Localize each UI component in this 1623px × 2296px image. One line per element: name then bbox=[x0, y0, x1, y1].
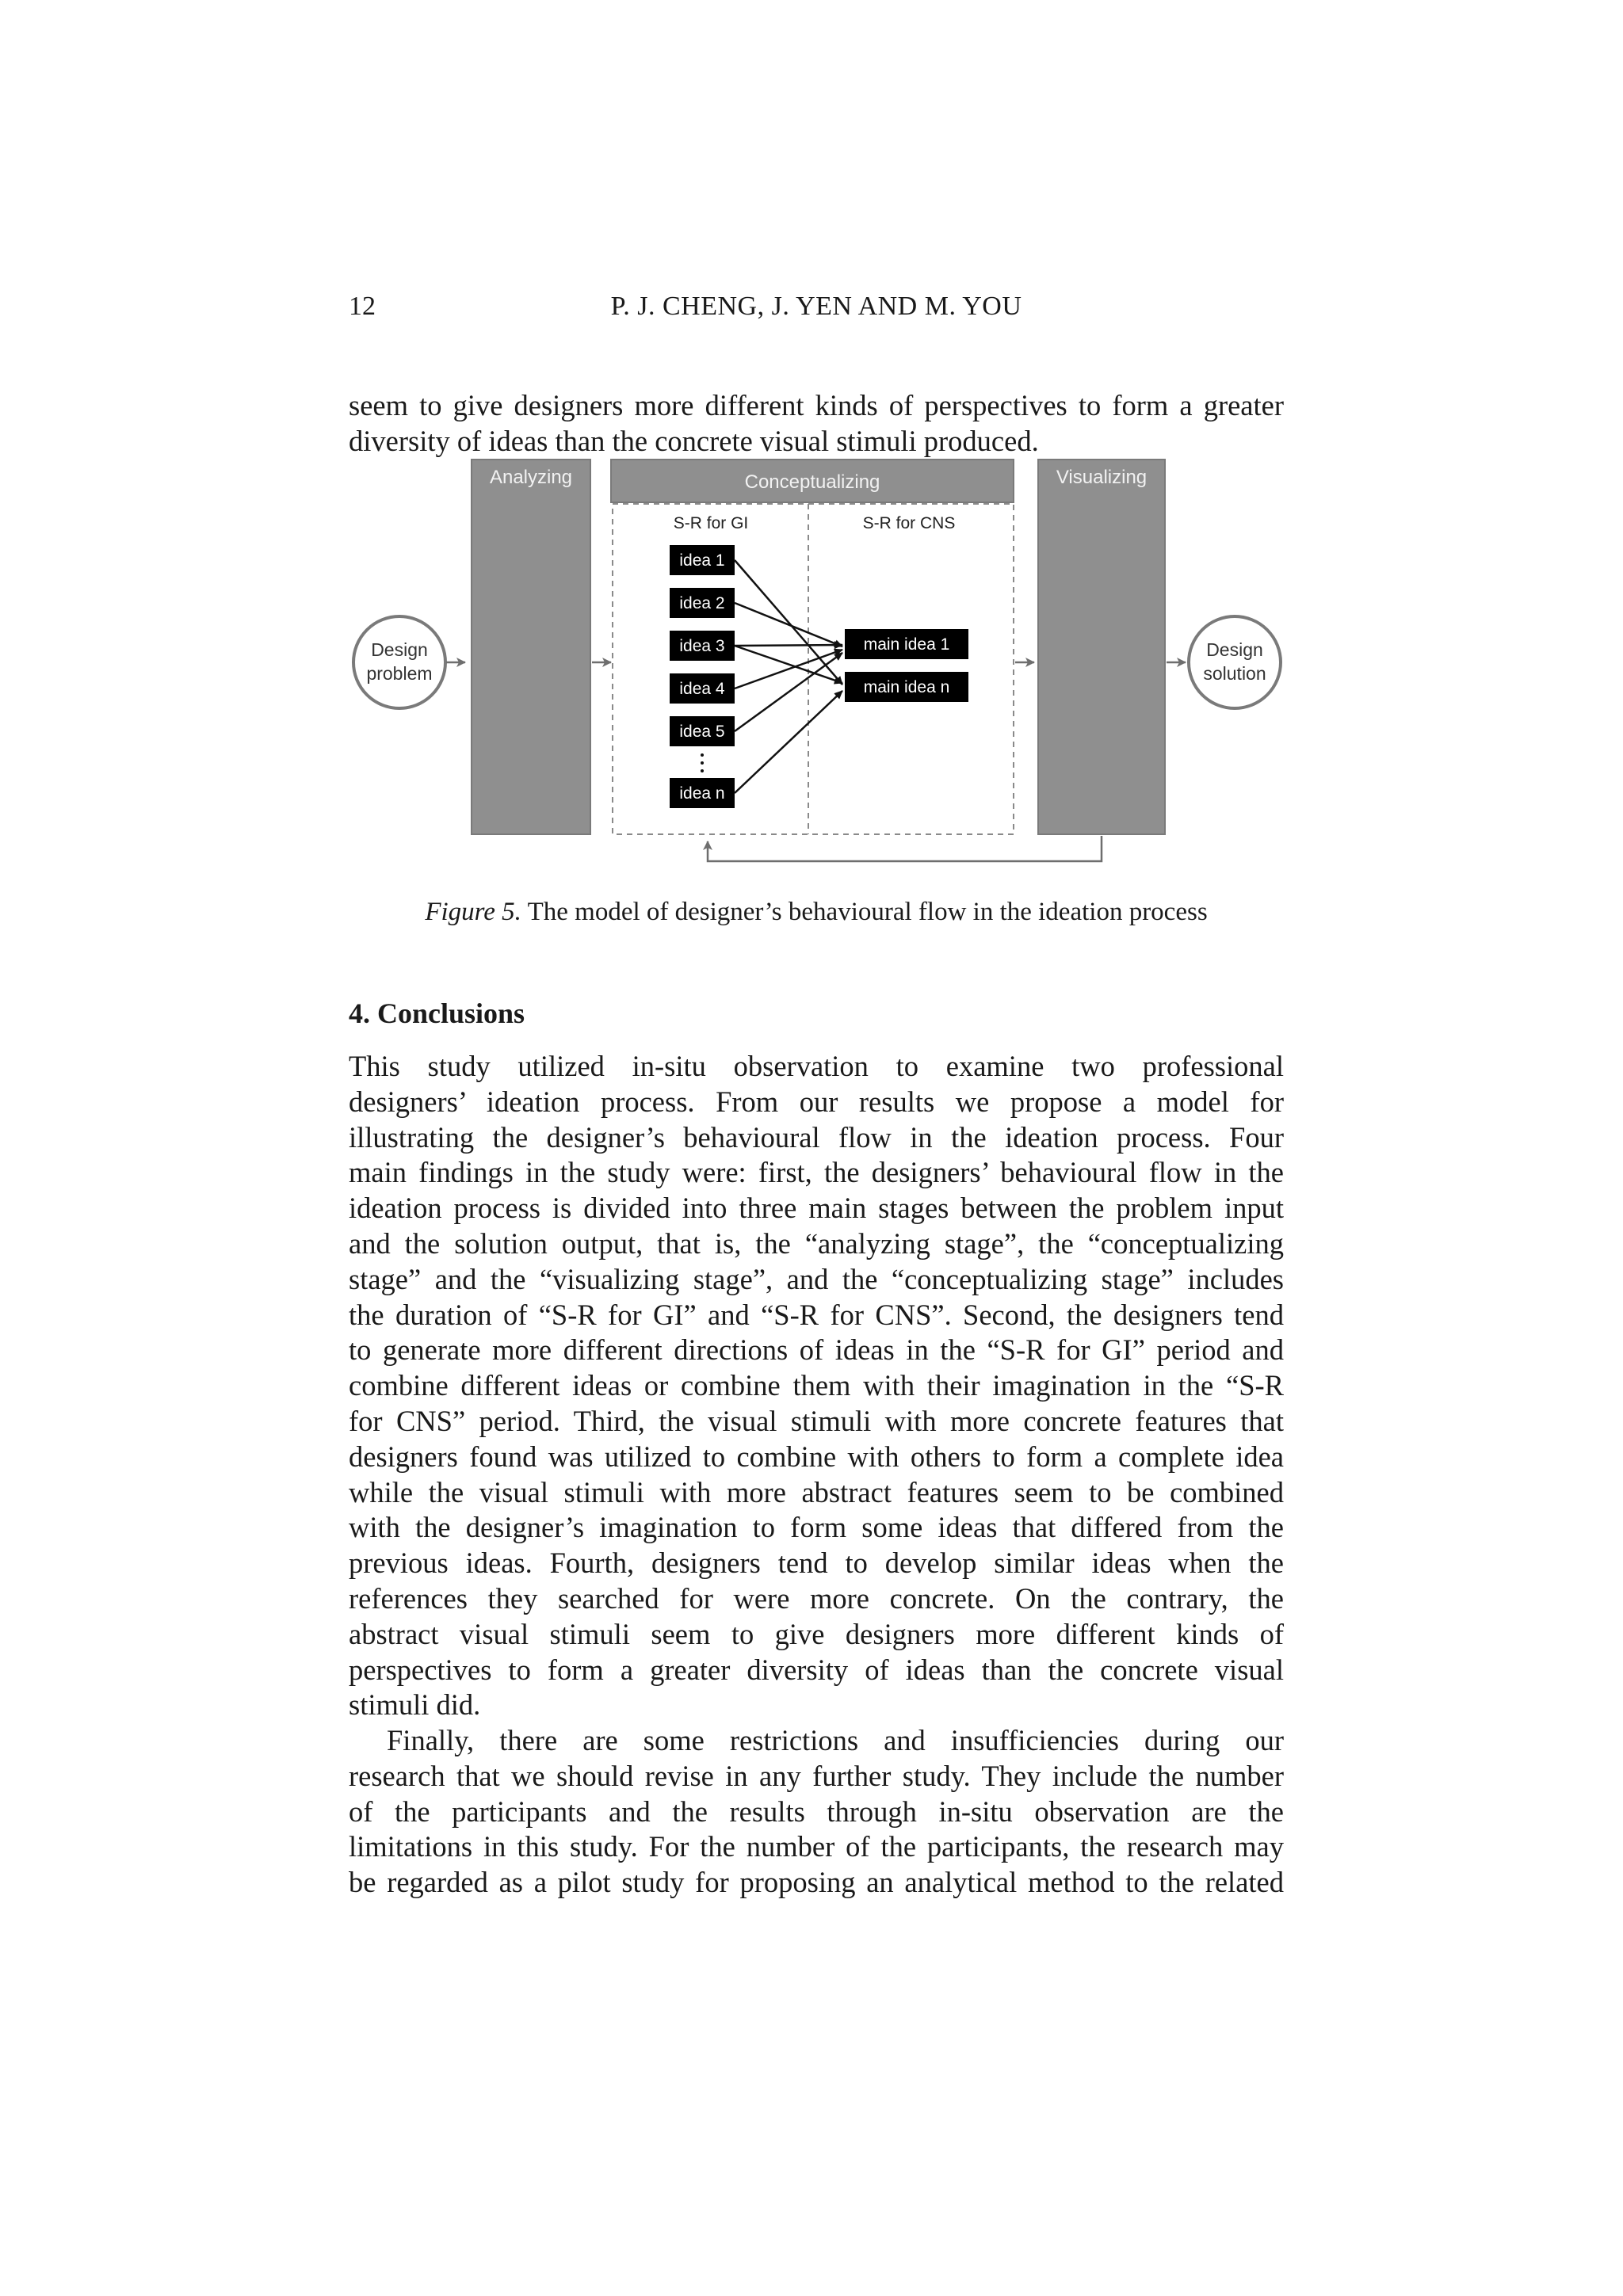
sr-for-cns-label: S-R for CNS bbox=[862, 514, 956, 532]
idea-box bbox=[670, 716, 735, 746]
text-line: main findings in the study were: first, the designers’ behavioural flow in the bbox=[349, 1156, 1284, 1189]
figure-caption-label: Figure 5. bbox=[425, 898, 521, 926]
design-problem-label-2: problem bbox=[366, 663, 433, 684]
text-line: the duration of “S-R for GI” and “S-R for CNS”. Second, the designers tend bbox=[349, 1298, 1284, 1331]
analyzing-label: Analyzing bbox=[489, 467, 573, 488]
text-line: while the visual stimuli with more abstract features seem to be combined bbox=[349, 1475, 1284, 1508]
idea-box bbox=[670, 588, 735, 618]
design-problem-node bbox=[353, 616, 445, 708]
text-line: designers’ ideation process. From our results we propose a model for bbox=[349, 1085, 1284, 1118]
figure-caption-text: The model of designer’s behavioural flow in the ideation process bbox=[521, 898, 1208, 926]
conclusions-paragraph-2 bbox=[349, 1723, 1284, 1901]
svg-text:main idea 1: main idea 1 bbox=[863, 635, 950, 654]
svg-text:idea 5: idea 5 bbox=[679, 723, 725, 741]
figure-caption bbox=[349, 898, 1284, 927]
conceptualizing-stage bbox=[611, 460, 1014, 502]
text-line: combine different ideas or combine them with their imagination in the “S-R bbox=[349, 1369, 1284, 1402]
text-line: limitations in this study. For the number of the participants, the research may bbox=[349, 1830, 1284, 1863]
feedback-loop-arrow bbox=[708, 836, 1102, 861]
svg-text:main idea n: main idea n bbox=[863, 678, 950, 696]
text-line: references they searched for were more concrete. On the contrary, the bbox=[349, 1581, 1284, 1615]
svg-text:idea 2: idea 2 bbox=[679, 594, 725, 612]
text-line: research that we should revise in any further study. They include the number bbox=[349, 1759, 1284, 1792]
conclusions-paragraph-1 bbox=[349, 1049, 1284, 1723]
behavioural-flow-diagram bbox=[345, 453, 1296, 873]
text-line: for CNS” period. Third, the visual stimuli with more concrete features that bbox=[349, 1404, 1284, 1437]
text-line: stage” and the “visualizing stage”, and the “conceptualizing stage” includes bbox=[349, 1262, 1284, 1295]
idea-box bbox=[670, 673, 735, 704]
text-line: Finally, there are some restrictions and insufficiencies during our bbox=[387, 1724, 1284, 1756]
main-idea-box bbox=[845, 672, 968, 702]
conceptualizing-label: Conceptualizing bbox=[744, 471, 880, 493]
text-line: abstract visual stimuli seem to give designers more different kinds of bbox=[349, 1617, 1284, 1650]
text-line: stimuli did. bbox=[349, 1688, 481, 1722]
svg-text:idea 1: idea 1 bbox=[679, 551, 725, 570]
svg-text:idea n: idea n bbox=[679, 784, 725, 803]
design-solution-label-1: Design bbox=[1206, 639, 1263, 660]
idea-box bbox=[670, 631, 735, 661]
svg-text:idea 3: idea 3 bbox=[679, 637, 725, 655]
text-line: be regarded as a pilot study for proposing an analytical method to the related bbox=[349, 1866, 1284, 1899]
text-line: ideation process is divided into three main stages between the problem input bbox=[349, 1192, 1284, 1225]
text-line: and the solution output, that is, the “analyzing stage”, the “conceptualizing bbox=[349, 1226, 1284, 1260]
text-line: to generate more different directions of ideas in the “S-R for GI” period and bbox=[349, 1333, 1284, 1367]
page-number: 12 bbox=[349, 292, 376, 321]
visualizing-stage bbox=[1038, 460, 1165, 834]
idea-box bbox=[670, 778, 735, 808]
design-solution-label-2: solution bbox=[1203, 663, 1266, 684]
text-line: perspectives to form a greater diversity of ideas than the concrete visual bbox=[349, 1653, 1284, 1686]
design-problem-label-1: Design bbox=[371, 639, 428, 660]
running-head: P. J. CHENG, J. YEN AND M. YOU bbox=[610, 292, 1022, 321]
text-line: seem to give designers more different kinds of perspectives to form a greater bbox=[349, 389, 1284, 421]
ellipsis-dots bbox=[701, 753, 704, 772]
analyzing-stage bbox=[472, 460, 590, 834]
design-solution-node bbox=[1189, 616, 1281, 708]
sr-for-gi-label: S-R for GI bbox=[673, 514, 749, 532]
text-line: of the participants and the results through in-situ observation are the bbox=[349, 1794, 1284, 1828]
text-line: illustrating the designer’s behavioural flow in the ideation process. Four bbox=[349, 1120, 1284, 1154]
idea-connections bbox=[735, 560, 842, 793]
visualizing-label: Visualizing bbox=[1056, 467, 1148, 488]
idea-box bbox=[670, 545, 735, 575]
text-line: previous ideas. Fourth, designers tend to develop similar ideas when the bbox=[349, 1547, 1284, 1580]
main-idea-box bbox=[845, 629, 968, 659]
text-line: diversity of ideas than the concrete visual stimuli produced. bbox=[349, 424, 1039, 457]
svg-text:idea 4: idea 4 bbox=[679, 680, 725, 698]
intro-paragraph bbox=[349, 388, 1284, 460]
section-heading: 4. Conclusions bbox=[349, 997, 525, 1029]
text-line: This study utilized in-situ observation to examine two professional bbox=[349, 1050, 1284, 1082]
text-line: designers found was utilized to combine with others to form a complete idea bbox=[349, 1440, 1284, 1473]
text-line: with the designer’s imagination to form some ideas that differed from the bbox=[349, 1511, 1284, 1544]
